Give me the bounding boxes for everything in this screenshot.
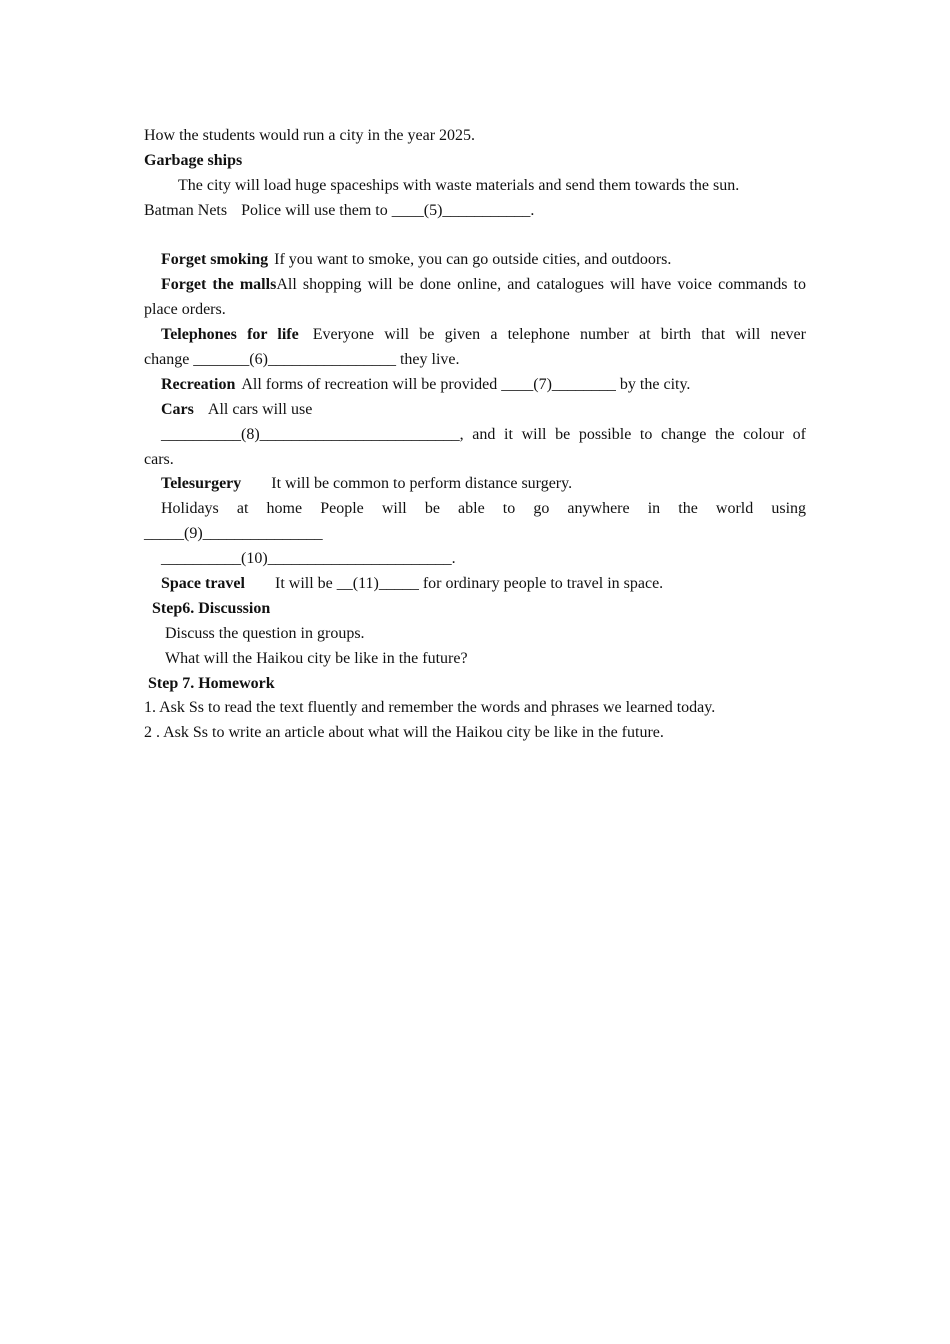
phones-text-1: Everyone will be given a telephone number at birth that will never bbox=[312, 326, 806, 344]
space-text: It will be __(11)_____ for ordinary people to travel in space. bbox=[274, 575, 664, 593]
phones-paragraph-line1 bbox=[144, 323, 806, 348]
garbage-paragraph: The city will load huge spaceships with waste materials and send them towards the sun. bbox=[178, 176, 740, 194]
cars-text-1: All cars will use bbox=[207, 400, 313, 418]
batman-paragraph bbox=[144, 199, 806, 224]
step6-line1: Discuss the question in groups. bbox=[165, 624, 365, 642]
homework-item-1: 1. Ask Ss to read the text fluently and remember the words and phrases we learned today. bbox=[144, 699, 716, 717]
telesurgery-text: It will be common to perform distance surgery. bbox=[271, 475, 573, 493]
holidays-title: Holidays at home bbox=[161, 500, 303, 518]
recreation-text: All forms of recreation will be provided ____(7)________ by the city. bbox=[241, 375, 691, 393]
intro-line: How the students would run a city in the year 2025. bbox=[144, 127, 476, 144]
batman-title: Batman Nets bbox=[144, 201, 228, 219]
garbage-title: Garbage ships bbox=[144, 151, 243, 169]
space-title: Space travel bbox=[161, 575, 245, 593]
homework-item-2: 2 . Ask Ss to write an article about what will the Haikou city be like in the future. bbox=[144, 724, 664, 742]
document-body bbox=[144, 124, 806, 746]
space-paragraph bbox=[144, 572, 806, 597]
holidays-paragraph-line2: _____(9)_______________ bbox=[144, 525, 323, 543]
cars-paragraph-line1 bbox=[144, 398, 806, 423]
cars-paragraph-line2: __________(8)_________________________, and it will be possible to change the colour of bbox=[161, 425, 806, 443]
holidays-paragraph-line3: __________(10)_______________________. bbox=[161, 550, 456, 568]
telesurgery-paragraph bbox=[144, 472, 806, 497]
holidays-text-1: People will be able to go anywhere in the world using bbox=[320, 500, 807, 518]
holidays-paragraph-line1 bbox=[144, 497, 806, 522]
smoking-paragraph bbox=[144, 248, 806, 273]
smoking-text: If you want to smoke, you can go outside cities, and outdoors. bbox=[274, 251, 672, 269]
recreation-paragraph bbox=[144, 373, 806, 398]
step6-heading bbox=[144, 597, 806, 622]
phones-paragraph-line2: change _______(6)________________ they live. bbox=[144, 351, 460, 369]
batman-text: Police will use them to ____(5)___________. bbox=[241, 201, 535, 219]
cars-title: Cars bbox=[161, 400, 194, 418]
step7-heading-text: Step 7. Homework bbox=[148, 674, 275, 692]
malls-title: Forget the malls bbox=[161, 276, 277, 294]
step6-line2: What will the Haikou city be like in the future? bbox=[165, 649, 468, 667]
cars-paragraph-line3: cars. bbox=[144, 450, 174, 468]
phones-title: Telephones for life bbox=[161, 326, 299, 344]
recreation-title: Recreation bbox=[161, 375, 236, 393]
step6-heading-text: Step6. Discussion bbox=[152, 599, 271, 617]
telesurgery-title: Telesurgery bbox=[161, 475, 242, 493]
step7-heading bbox=[144, 672, 806, 697]
spacer bbox=[144, 224, 806, 249]
malls-paragraph-line1 bbox=[144, 273, 806, 298]
garbage-heading bbox=[144, 149, 806, 174]
malls-paragraph-line2: place orders. bbox=[144, 301, 226, 319]
malls-text-1: All shopping will be done online, and catalogues will have voice commands to bbox=[276, 276, 807, 294]
smoking-title: Forget smoking bbox=[161, 251, 269, 269]
